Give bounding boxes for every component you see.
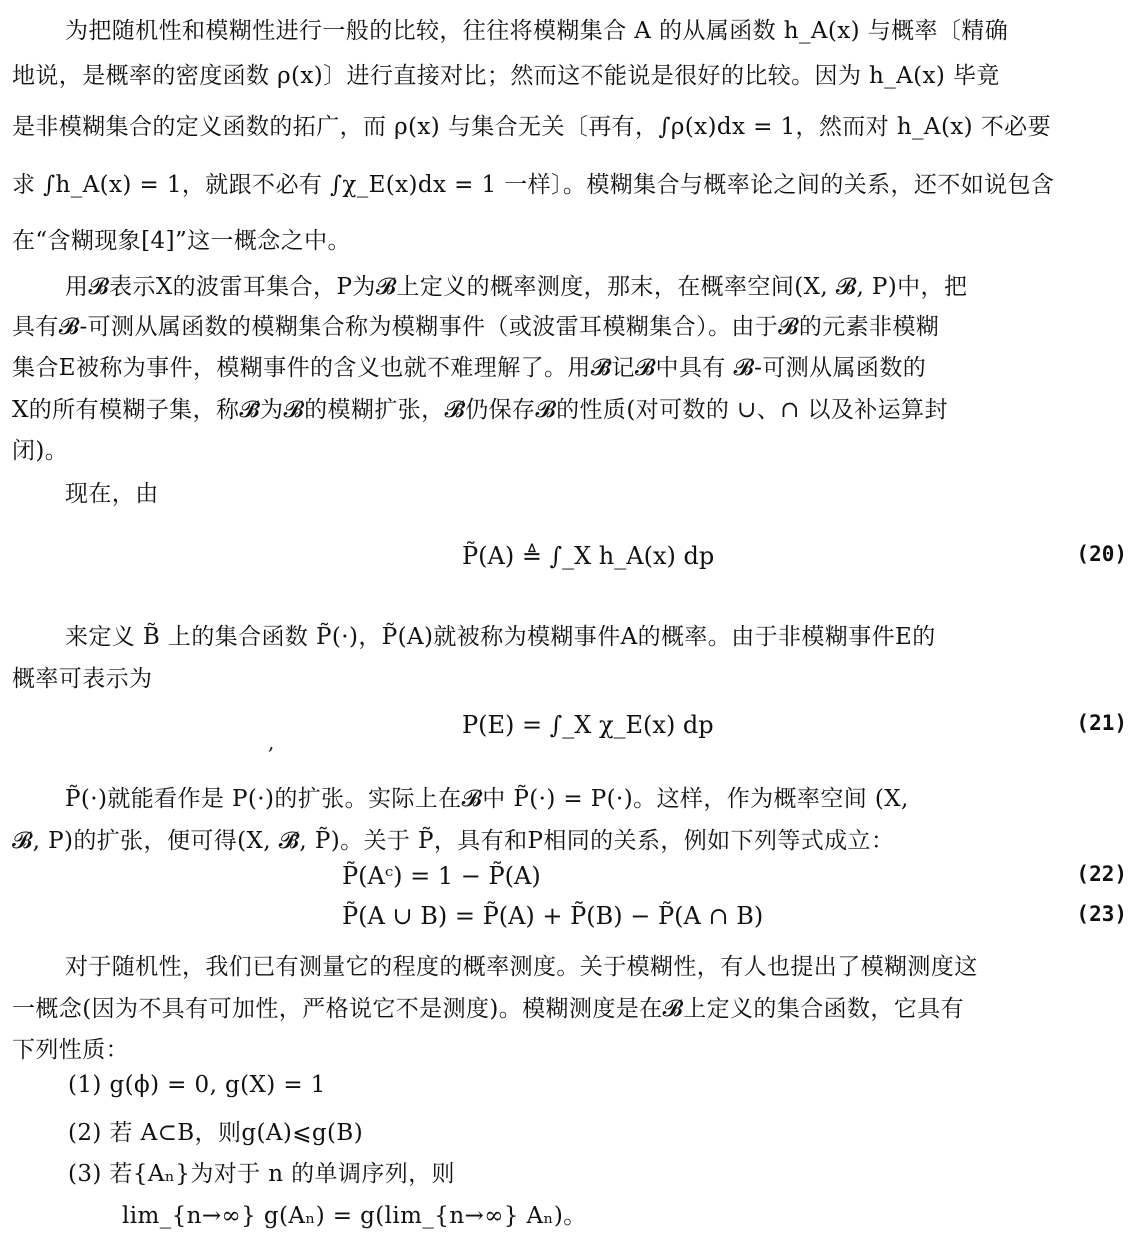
property-item: (3) 若{Aₙ}为对于 n 的单调序列，则 bbox=[68, 1161, 455, 1187]
equation-23 bbox=[0, 902, 1147, 942]
property-item: (2) 若 A⊂B，则g(A)⩽g(B) bbox=[68, 1120, 364, 1146]
property-formula: lim_{n→∞} g(Aₙ) = g(lim_{n→∞} Aₙ)。 bbox=[122, 1203, 587, 1229]
stray-mark: , bbox=[268, 730, 275, 754]
text-line: 集合E被称为事件，模糊事件的含义也就不难理解了。用𝓑̃记𝓑中具有 𝓑-可测从属函数的 bbox=[12, 355, 927, 381]
equation-22 bbox=[0, 862, 1147, 902]
text-line: 在“含糊现象[4]”这一概念之中。 bbox=[12, 228, 351, 254]
equation-20 bbox=[0, 542, 1147, 582]
equation-21 bbox=[0, 711, 1147, 751]
equation-number: (22) bbox=[1076, 862, 1127, 886]
equation-number: (20) bbox=[1076, 542, 1127, 566]
text-line: 闭)。 bbox=[12, 438, 69, 464]
text-line: 求 ∫h_A(x) = 1，就跟不必有 ∫χ_E(x)dx = 1 一样〕。模糊集合与概率论之间的关系，还不如说包含 bbox=[12, 172, 1055, 198]
equation-number: (21) bbox=[1076, 711, 1127, 735]
text-line: 来定义 B̃ 上的集合函数 P̃(·)，P̃(A)就被称为模糊事件A的概率。由于非模糊事件E的 bbox=[65, 624, 936, 650]
equation-expression: P(E) = ∫_X χ_E(x) dp bbox=[462, 711, 714, 739]
text-line: 用𝓑表示X的波雷耳集合，P为𝓑上定义的概率测度，那末，在概率空间(X, 𝓑, P)中，把 bbox=[65, 274, 968, 300]
text-line: 为把随机性和模糊性进行一般的比较，往往将模糊集合 A 的从属函数 h_A(x) 与概率〔精确 bbox=[65, 18, 1009, 44]
text-line: P̃(·)就能看作是 P(·)的扩张。实际上在𝓑中 P̃(·) = P(·)。这样，作为概率空间 (X, bbox=[65, 786, 909, 812]
text-line: 具有𝓑-可测从属函数的模糊集合称为模糊事件（或波雷耳模糊集合）。由于𝓑的元素非模糊 bbox=[12, 314, 940, 340]
property-item: (1) g(ϕ) = 0, g(X) = 1 bbox=[68, 1072, 326, 1098]
equation-expression: P̃(A) ≜ ∫_X h_A(x) dp bbox=[462, 542, 715, 570]
equation-expression: P̃(A ∪ B) = P̃(A) + P̃(B) − P̃(A ∩ B) bbox=[342, 902, 764, 930]
text-line: 对于随机性，我们已有测量它的程度的概率测度。关于模糊性，有人也提出了模糊测度这 bbox=[65, 954, 978, 980]
text-line: 地说，是概率的密度函数 ρ(x)〕进行直接对比；然而这不能说是很好的比较。因为 h_A(x) 毕竟 bbox=[12, 63, 1000, 89]
text-line: 是非模糊集合的定义函数的拓广，而 ρ(x) 与集合无关〔再有，∫ρ(x)dx = 1，然而对 h_A(x) 不必要 bbox=[12, 114, 1051, 140]
equation-number: (23) bbox=[1076, 902, 1127, 926]
equation-expression: P̃(Aᶜ) = 1 − P̃(A) bbox=[342, 862, 541, 890]
text-line: 𝓑, P)的扩张，便可得(X, 𝓑̃, P̃)。关于 P̃，具有和P相同的关系，例如下列等式成立： bbox=[12, 828, 895, 854]
text-line: 概率可表示为 bbox=[12, 666, 153, 692]
text-line: 一概念(因为不具有可加性，严格说它不是测度)。模糊测度是在𝓑上定义的集合函数，它具有 bbox=[12, 996, 965, 1022]
text-line: 下列性质： bbox=[12, 1037, 129, 1063]
text-line: 现在，由 bbox=[65, 481, 159, 507]
text-line: X的所有模糊子集，称𝓑̃为𝓑的模糊扩张，𝓑̃仍保存𝓑的性质(对可数的 ∪、∩ 以及补运算封 bbox=[12, 397, 948, 423]
